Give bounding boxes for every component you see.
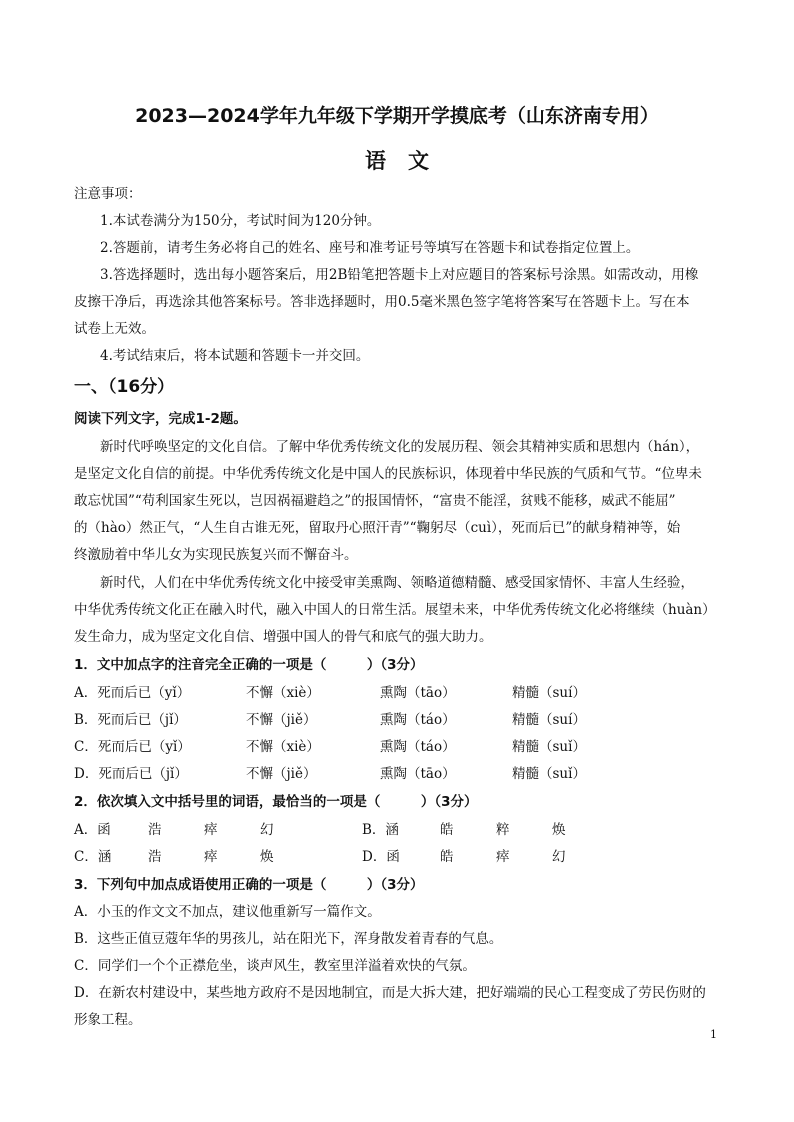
- q3-option-d[interactable]: D．在新农村建设中，某些地方政府不是因地制宜，而是大拆大建，把好端端的民心工程变成了劳民伤财的: [74, 985, 706, 1001]
- q2-option-a[interactable]: A．函: [74, 822, 111, 838]
- q1-option-a-item: 精髓（suí）: [512, 685, 586, 701]
- passage-line: 新时代呼唤坚定的文化自信。了解中华优秀传统文化的发展历程、领会其精神实质和思想内（hán），: [100, 439, 700, 455]
- passage-line: 新时代，人们在中华优秀传统文化中接受审美熏陶、领略道德精髓、感受国家情怀、丰富人生经验，: [100, 575, 694, 591]
- note-item: 2.答题前，请考生务必将自己的姓名、座号和准考证号等填写在答题卡和试卷指定位置上。: [100, 240, 640, 256]
- q2-option-b-item: 粹: [496, 822, 510, 838]
- subject-title: 语文: [365, 149, 451, 173]
- passage-line: 中华优秀传统文化正在融入时代，融入中国人的日常生活。展望未来，中华优秀传统文化必将继续（huàn）: [74, 602, 716, 618]
- q2-option-b[interactable]: B．涵: [362, 822, 399, 838]
- note-item: 4.考试结束后，将本试题和答题卡一并交回。: [100, 348, 370, 364]
- q1-option-b[interactable]: B．死而后已（jǐ）: [74, 712, 187, 728]
- passage-line: 的（hào）然正气，“人生自古谁无死，留取丹心照汗青”“鞠躬尽（cuì），死而后已”的献身精神等，始: [74, 520, 681, 536]
- note-item: 1.本试卷满分为150分，考试时间为120分钟。: [100, 213, 381, 229]
- q2-option-d-item: 皓: [440, 849, 454, 865]
- q1-option-b-item: 熏陶（táo）: [380, 712, 456, 728]
- q2-option-a-item: 幻: [260, 822, 274, 838]
- q3-option-d-continued: 形象工程。: [74, 1012, 142, 1028]
- note-item: 3.答选择题时，选出每小题答案后，用2B铅笔把答题卡上对应题目的答案标号涂黑。如需改动，用橡: [100, 267, 699, 283]
- exam-title: 2023—2024学年九年级下学期开学摸底考（山东济南专用）: [135, 105, 659, 127]
- section-heading: 一、（16分）: [74, 377, 175, 397]
- q2-option-b-item: 焕: [552, 822, 566, 838]
- passage-line: 发生命力，成为坚定文化自信、增强中国人的骨气和底气的强大助力。: [74, 629, 493, 645]
- q1-option-c-item: 精髓（suǐ）: [512, 739, 586, 755]
- question-2-stem: 2．依次填入文中括号里的词语，最恰当的一项是（ ）（3分）: [74, 794, 478, 810]
- q1-option-b-item: 不懈（jiě）: [246, 712, 317, 728]
- question-1-stem: 1．文中加点字的注音完全正确的一项是（ ）（3分）: [74, 657, 424, 673]
- page-number: 1: [710, 1028, 717, 1041]
- passage-line: 是坚定文化自信的前提。中华优秀传统文化是中国人的民族标识，体现着中华民族的气质和气节。“位卑未: [74, 466, 702, 482]
- q1-option-a-item: 熏陶（tāo）: [380, 685, 456, 701]
- question-3-stem: 3．下列句中加点成语使用正确的一项是（ ）（3分）: [74, 877, 424, 893]
- q1-option-a[interactable]: A．死而后已（yǐ）: [74, 685, 191, 701]
- q1-option-d-item: 不懈（jiě）: [246, 766, 317, 782]
- q1-option-d[interactable]: D．死而后已（jǐ）: [74, 766, 188, 782]
- q2-option-c-item: 瘁: [204, 849, 218, 865]
- q1-option-c[interactable]: C．死而后已（yǐ）: [74, 739, 191, 755]
- q1-option-d-item: 熏陶（tāo）: [380, 766, 456, 782]
- q2-option-a-item: 浩: [148, 822, 162, 838]
- q2-option-d[interactable]: D．函: [362, 849, 400, 865]
- q2-option-d-item: 瘁: [496, 849, 510, 865]
- q2-option-c-item: 焕: [260, 849, 274, 865]
- q1-option-c-item: 熏陶（táo）: [380, 739, 456, 755]
- q3-option-c[interactable]: C．同学们一个个正襟危坐，谈声风生，教室里洋溢着欢快的气氛。: [74, 958, 476, 974]
- passage-line: 终激励着中华儿女为实现民族复兴而不懈奋斗。: [74, 547, 358, 563]
- q2-option-a-item: 瘁: [204, 822, 218, 838]
- notes-heading: 注意事项：: [74, 186, 142, 202]
- note-item: 皮擦干净后，再选涂其他答案标号。答非选择题时，用0.5毫米黑色签字笔将答案写在答题卡上。写在本: [74, 294, 690, 310]
- q1-option-d-item: 精髓（suǐ）: [512, 766, 586, 782]
- q2-option-d-item: 幻: [552, 849, 566, 865]
- q3-option-b[interactable]: B．这些正值豆蔻年华的男孩儿，站在阳光下，浑身散发着青春的气息。: [74, 931, 503, 947]
- q1-option-c-item: 不懈（xiè）: [246, 739, 320, 755]
- q2-option-c-item: 浩: [148, 849, 162, 865]
- note-item: 试卷上无效。: [74, 321, 155, 337]
- q1-option-b-item: 精髓（suí）: [512, 712, 586, 728]
- q3-option-a[interactable]: A．小玉的作文文不加点，建议他重新写一篇作文。: [74, 904, 381, 920]
- q1-option-a-item: 不懈（xiè）: [246, 685, 320, 701]
- passage-line: 敢忘忧国”“苟利国家生死以，岂因祸福避趋之”的报国情怀，“富贵不能淫，贫贱不能移，威武不能屈”: [74, 493, 676, 509]
- q2-option-b-item: 皓: [440, 822, 454, 838]
- q2-option-c[interactable]: C．涵: [74, 849, 112, 865]
- section-instruction: 阅读下列文字，完成1-2题。: [74, 411, 247, 427]
